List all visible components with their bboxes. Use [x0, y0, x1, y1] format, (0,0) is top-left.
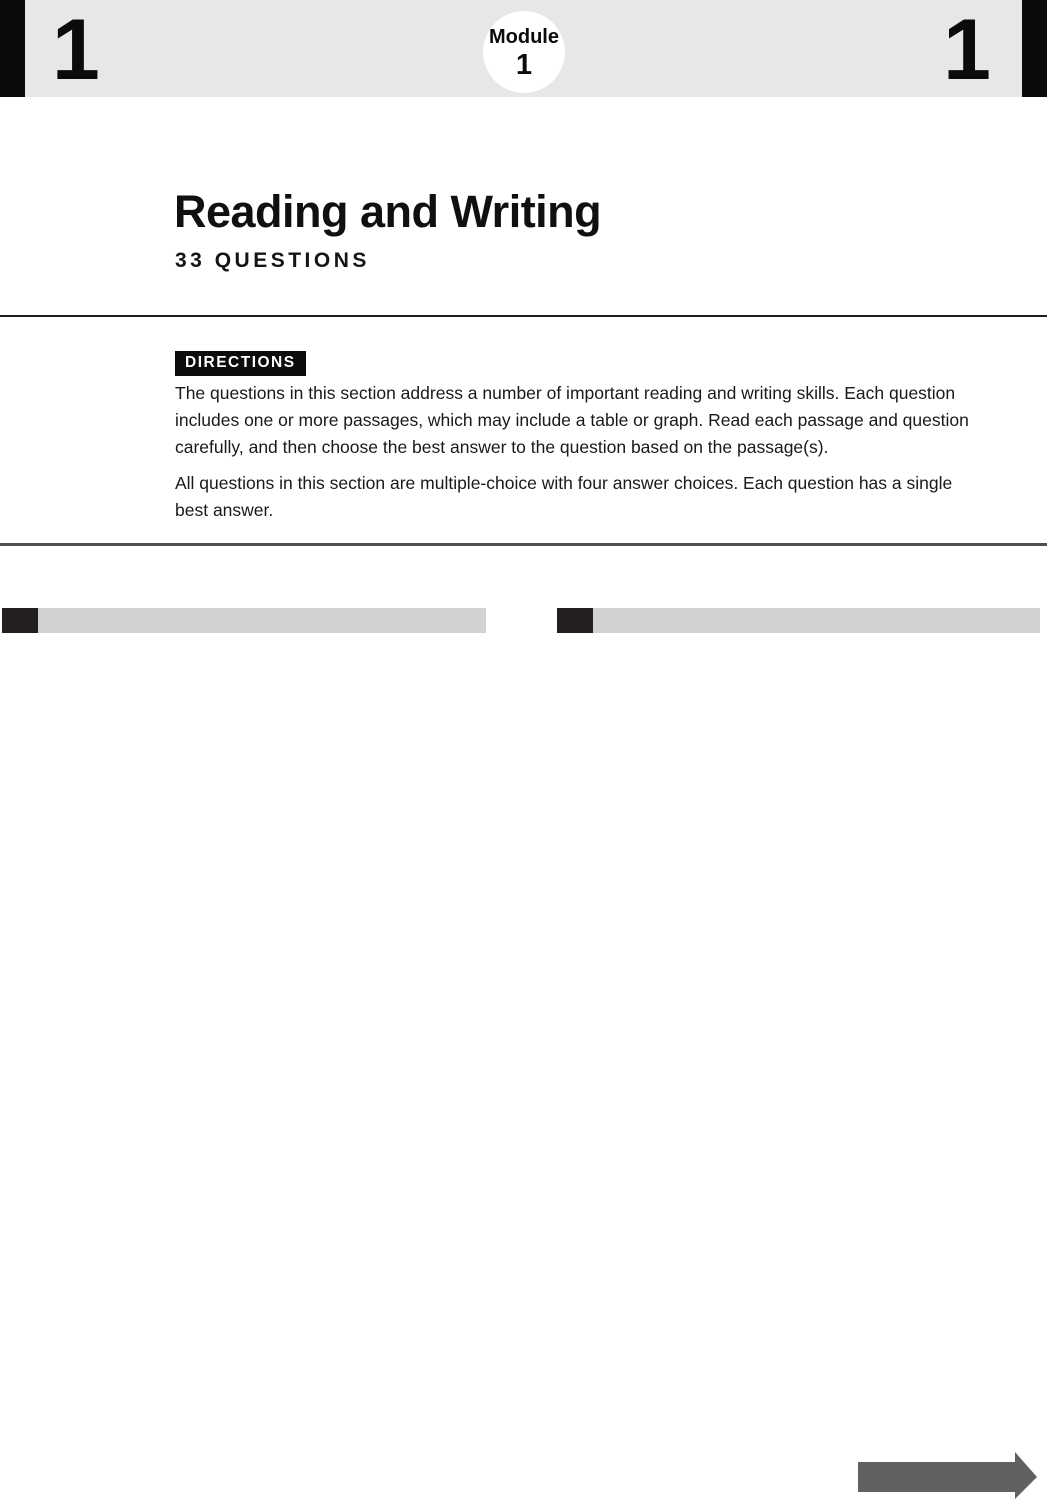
header-left-edge-bar — [0, 0, 25, 97]
bottom-divider — [0, 543, 1047, 546]
module-badge — [483, 11, 565, 93]
column-header-bar-right — [557, 608, 1040, 633]
directions-text — [175, 380, 975, 533]
module-badge-number: 1 — [515, 48, 533, 81]
column-header-bar-left — [2, 608, 486, 633]
top-divider — [0, 315, 1047, 317]
directions-paragraph-1: The questions in this section address a number of important reading and writing skills. Each question includes one or more passages, which may include a table or graph. Read each passage and question carefully, and then choose the best answer to the question based on the passage(s). — [175, 383, 969, 457]
question-count: 33 QUESTIONS — [175, 249, 370, 272]
page-title: Reading and Writing — [174, 186, 602, 237]
column-marker-right — [557, 608, 593, 633]
module-label: Module — [489, 25, 559, 48]
column-marker-left — [2, 608, 38, 633]
module-number-right: 1 — [943, 2, 991, 98]
header-right-edge-bar — [1022, 0, 1047, 97]
module-header — [0, 0, 1047, 97]
module-number-left: 1 — [52, 2, 100, 98]
next-page-arrow-icon — [858, 1450, 1038, 1499]
directions-paragraph-2: All questions in this section are multiple-choice with four answer choices. Each question has a single best answer. — [175, 473, 953, 520]
directions-badge: DIRECTIONS — [175, 351, 306, 376]
